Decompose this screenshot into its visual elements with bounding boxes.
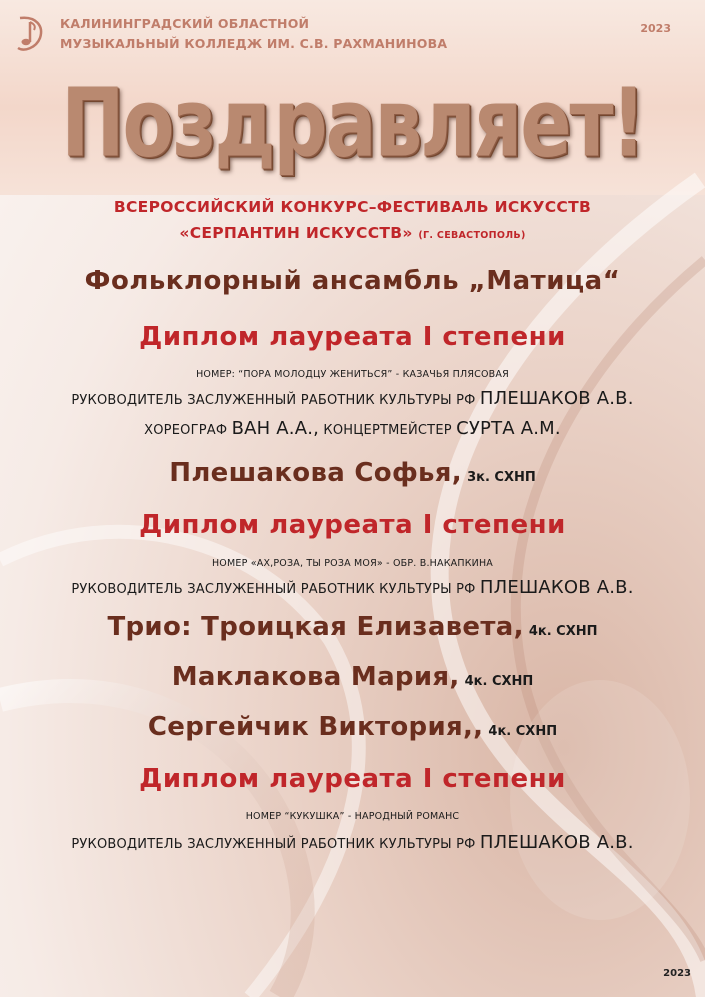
award-3-member-2-course: 4к. СХНП [464, 674, 534, 689]
award-1-choreo-name: ВАН А.А., [231, 418, 320, 439]
college-name-line1: КАЛИНИНГРАДСКИЙ ОБЛАСТНОЙ [60, 16, 310, 31]
award-3-member-3-line [0, 712, 705, 742]
award-2-number: НОМЕР «АХ,РОЗА, ТЫ РОЗА МОЯ» - ОБР. В.НАКАПКИНА [211, 558, 494, 569]
award-3-diploma: Диплом лауреата I степени [139, 764, 566, 794]
contest-title-line [0, 224, 705, 242]
award-1-diploma: Диплом лауреата I степени [139, 322, 566, 352]
award-2-leader-name: ПЛЕШАКОВ А.В. [479, 577, 634, 598]
award-3-member-1-course: 4к. СХНП [528, 624, 598, 639]
award-2-participant: Плешакова Софья, [169, 458, 462, 488]
award-3-number: НОМЕР “КУКУШКА” - НАРОДНЫЙ РОМАНС [245, 811, 460, 822]
award-3-member-1-line [0, 612, 705, 642]
college-name [60, 14, 447, 54]
college-name-line2: МУЗЫКАЛЬНЫЙ КОЛЛЕДЖ ИМ. С.В. РАХМАНИНОВА [60, 36, 448, 51]
award-1-accomp-prefix: КОНЦЕРТМЕЙСТЕР [323, 423, 452, 438]
award-3-member-2-name: Маклакова Мария, [171, 662, 460, 692]
award-3-member-3-name: Сергейчик Виктория,, [147, 712, 484, 742]
year-label-top: 2023 [640, 22, 671, 35]
award-2-course: 3к. СХНП [467, 470, 536, 485]
award-1-participant: Фольклорный ансамбль „Матица“ [84, 266, 621, 296]
contest-title: «СЕРПАНТИН ИСКУССТВ» [179, 224, 413, 242]
award-1-number: НОМЕР: “ПОРА МОЛОДЦУ ЖЕНИТЬСЯ” - КАЗАЧЬЯ ПЛЯСОВАЯ [196, 369, 509, 380]
award-3-member-3-course: 4к. СХНП [488, 724, 558, 739]
poster-title: Поздравляет! [61, 68, 644, 178]
contest-name: ВСЕРОССИЙСКИЙ КОНКУРС–ФЕСТИВАЛЬ ИСКУССТВ [113, 198, 592, 216]
award-2-diploma: Диплом лауреата I степени [139, 510, 566, 540]
award-3-member-1-name: Трио: Троицкая Елизавета, [107, 612, 524, 642]
award-2-leader-prefix: РУКОВОДИТЕЛЬ ЗАСЛУЖЕННЫЙ РАБОТНИК КУЛЬТУРЫ РФ [71, 582, 476, 597]
year-label-bottom: 2023 [663, 968, 691, 979]
award-3-leader-prefix: РУКОВОДИТЕЛЬ ЗАСЛУЖЕННЫЙ РАБОТНИК КУЛЬТУРЫ РФ [71, 837, 476, 852]
award-1-staff [0, 418, 705, 439]
award-1-leader-name: ПЛЕШАКОВ А.В. [479, 388, 634, 409]
award-1-accomp-name: СУРТА А.М. [456, 418, 561, 439]
music-note-logo-icon [14, 14, 48, 54]
award-1-leader-prefix: РУКОВОДИТЕЛЬ ЗАСЛУЖЕННЫЙ РАБОТНИК КУЛЬТУРЫ РФ [71, 393, 476, 408]
award-1-leader [0, 388, 705, 409]
award-3-member-2-line [0, 662, 705, 692]
award-3-leader [0, 832, 705, 853]
award-2-participant-line [0, 458, 705, 488]
award-1-choreo-prefix: ХОРЕОГРАФ [144, 423, 228, 438]
award-2-leader [0, 577, 705, 598]
contest-city: (Г. СЕВАСТОПОЛЬ) [418, 230, 526, 241]
award-3-leader-name: ПЛЕШАКОВ А.В. [479, 832, 634, 853]
